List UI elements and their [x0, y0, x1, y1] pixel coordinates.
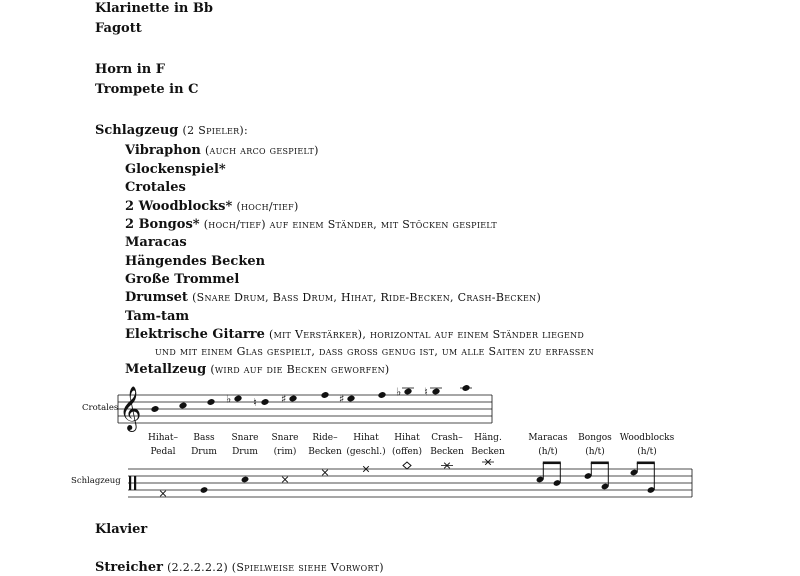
- schlagzeug-staff-label: Schlagzeug: [71, 476, 121, 486]
- percussion-instrument-note: (wird auf die Becken geworfen): [210, 363, 390, 376]
- crotales-note: [431, 388, 440, 396]
- instrument-horn: Horn in F: [95, 62, 165, 77]
- percussion-instrument-name: Elektrische Gitarre: [125, 327, 265, 342]
- crotales-note: [206, 398, 215, 406]
- accidental-icon: ♯: [339, 392, 345, 406]
- caption-line-2: Drum: [232, 447, 258, 457]
- percussion-instrument-note: und mit einem Glas gespielt, dass groß genug ist, um alle Saiten zu erfassen: [155, 345, 594, 358]
- caption-line-2: Becken: [471, 447, 505, 457]
- note-beam: [591, 462, 609, 465]
- caption-line-1: Snare: [271, 433, 299, 443]
- crotales-note: [233, 395, 242, 403]
- streicher-title: Streicher: [95, 560, 163, 575]
- percussion-key-caption: [617, 431, 677, 459]
- instrument-trompete: Trompete in C: [95, 82, 199, 97]
- caption-line-1: Woodblocks: [619, 433, 675, 443]
- percussion-note: [241, 476, 250, 484]
- percussion-instrument-note: (hoch/tief): [236, 200, 299, 213]
- accidental-icon: ♭: [396, 385, 402, 399]
- caption-line-1: Snare: [231, 433, 259, 443]
- percussion-instrument-note: (auch arco gespielt): [204, 144, 319, 157]
- caption-line-2: (h/t): [538, 447, 558, 457]
- crotales-note: [320, 391, 329, 399]
- caption-line-2: (rim): [273, 447, 297, 457]
- crotales-note: [178, 402, 187, 410]
- caption-line-2: (offen): [392, 447, 422, 457]
- crotales-note: [150, 405, 159, 413]
- caption-line-2: Becken: [430, 447, 464, 457]
- caption-line-1: Crash–: [431, 433, 463, 443]
- percussion-instrument-name: Maracas: [125, 235, 187, 250]
- percussion-instrument-note: (Snare Drum, Bass Drum, Hihat, Ride-Becken, Crash-Becken): [192, 291, 542, 304]
- streicher-note: (2.2.2.2.2) (Spielweise siehe Vorwort): [167, 561, 384, 574]
- accidental-icon: ♯: [281, 392, 287, 406]
- caption-line-2: (h/t): [585, 447, 605, 457]
- instrument-klavier: Klavier: [95, 522, 148, 537]
- crotales-staff-label: Crotales: [82, 403, 119, 413]
- percussion-instrument-name: Vibraphon: [125, 143, 201, 158]
- caption-line-2: (h/t): [637, 447, 657, 457]
- schlagzeug-note: (2 Spieler):: [182, 124, 249, 137]
- percussion-note: [200, 486, 209, 494]
- caption-line-1: Bongos: [578, 433, 612, 443]
- streicher-heading: [95, 560, 384, 576]
- caption-line-1: Häng.: [474, 433, 502, 443]
- crotales-note: [346, 395, 355, 403]
- crotales-note: [260, 398, 269, 406]
- crotales-note: [288, 395, 297, 403]
- instrument-klarinette: Klarinette in Bb: [95, 1, 213, 16]
- crotales-note: [377, 391, 386, 399]
- accidental-icon: ♭: [226, 392, 232, 406]
- crotales-note: [403, 388, 412, 396]
- caption-line-2: Pedal: [150, 447, 176, 457]
- percussion-instrument-note: (hoch/tief) auf einem Ständer, mit Stöcken gespielt: [203, 218, 498, 231]
- caption-line-1: Ride–: [312, 433, 338, 443]
- percussion-instrument-note: (mit Verstärker), horizontal auf einem Ständer liegend: [268, 328, 585, 341]
- caption-line-2: (geschl.): [346, 447, 386, 457]
- caption-line-1: Bass: [193, 433, 215, 443]
- accidental-icon: ♮: [253, 396, 257, 409]
- percussion-instrument-name: Große Trommel: [125, 272, 240, 287]
- caption-line-1: Maracas: [528, 433, 568, 443]
- diamond-notehead: [403, 462, 411, 469]
- percussion-instrument-name: Crotales: [125, 180, 186, 195]
- percussion-instrument-name: Metallzeug: [125, 362, 207, 377]
- percussion-instrument-name: Tam-tam: [125, 309, 190, 324]
- percussion-instrument-name: 2 Woodblocks*: [125, 199, 233, 214]
- percussion-instrument-name: 2 Bongos*: [125, 217, 200, 232]
- caption-line-1: Hihat: [394, 433, 420, 443]
- percussion-instrument-name: Glockenspiel*: [125, 162, 226, 177]
- percussion-instrument-name: Drumset: [125, 290, 188, 305]
- instrument-fagott: Fagott: [95, 21, 142, 36]
- percussion-clef-icon: [129, 476, 131, 490]
- percussion-key-caption: [565, 431, 625, 459]
- caption-line-2: Becken: [308, 447, 342, 457]
- caption-line-1: Hihat: [353, 433, 379, 443]
- percussion-instrument-name: Hängendes Becken: [125, 254, 266, 269]
- treble-clef-icon: 𝄞: [119, 386, 142, 430]
- note-beam: [637, 462, 655, 465]
- percussion-clef-icon: [134, 476, 136, 490]
- caption-line-2: Drum: [191, 447, 217, 457]
- note-beam: [543, 462, 561, 465]
- accidental-icon: ♮: [424, 385, 428, 399]
- caption-line-1: Hihat–: [147, 433, 178, 443]
- schlagzeug-title: Schlagzeug: [95, 123, 179, 138]
- percussion-key-caption: [458, 431, 518, 459]
